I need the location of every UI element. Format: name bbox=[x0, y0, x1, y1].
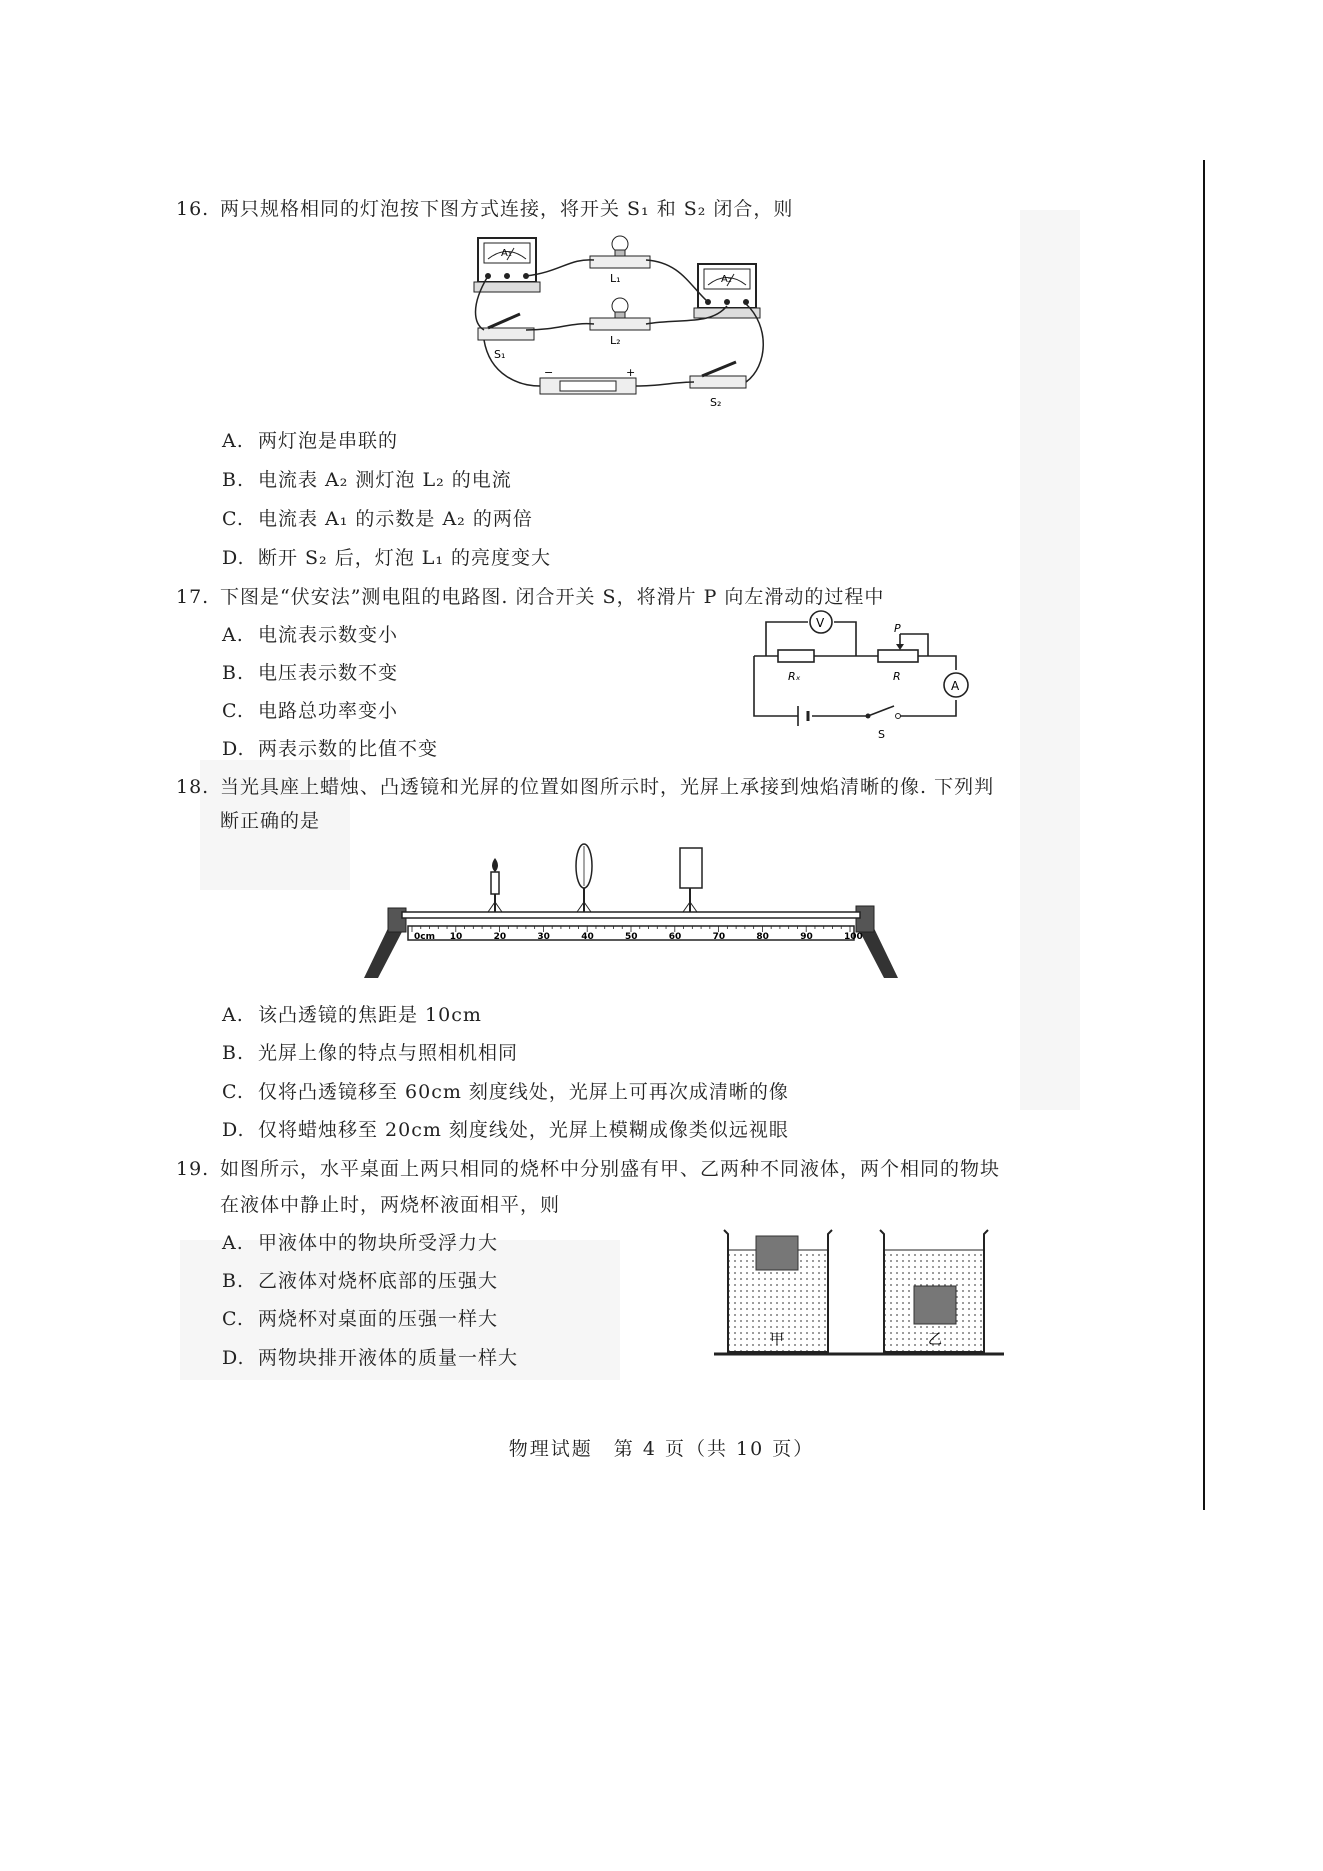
circuit-wires bbox=[754, 622, 956, 716]
battery-minus-label: − bbox=[544, 366, 554, 379]
q19-option-b[interactable] bbox=[222, 1268, 498, 1294]
bulb-l1-label: L₁ bbox=[610, 272, 621, 285]
option-label: A. bbox=[222, 624, 244, 646]
show-through-shade bbox=[1020, 210, 1080, 1110]
rheostat-r bbox=[878, 622, 928, 683]
question-19-stem-line-2 bbox=[220, 1192, 560, 1218]
bench-top-rail bbox=[402, 912, 860, 918]
q17-option-a[interactable] bbox=[222, 622, 398, 648]
bulb-l1 bbox=[590, 236, 650, 285]
q19-option-a[interactable] bbox=[222, 1230, 498, 1256]
option-label: A. bbox=[222, 1232, 244, 1254]
battery-plus-label: + bbox=[626, 366, 636, 379]
option-text: 电流表 A₁ 的示数是 A₂ 的两倍 bbox=[258, 508, 533, 530]
ammeter-a2 bbox=[694, 264, 760, 318]
q16-option-d[interactable] bbox=[222, 545, 551, 571]
block-in-yi bbox=[914, 1286, 956, 1324]
switch-s2-label: S₂ bbox=[710, 396, 722, 409]
q18-option-b[interactable] bbox=[222, 1040, 518, 1066]
ruler-label: 50 bbox=[625, 932, 638, 942]
page-footer: 物理试题 第 4 页（共 10 页） bbox=[508, 1438, 815, 1460]
bulb-l2-label: L₂ bbox=[610, 334, 621, 347]
q17-option-d[interactable] bbox=[222, 736, 438, 762]
switch-s2 bbox=[690, 362, 746, 409]
switch-s-symbol bbox=[866, 706, 901, 741]
question-text: 下图是“伏安法”测电阻的电路图. 闭合开关 S，将滑片 P 向左滑动的过程中 bbox=[220, 586, 885, 608]
option-text: 两灯泡是串联的 bbox=[258, 430, 399, 452]
option-label: B. bbox=[222, 1042, 245, 1064]
switch-s-label: S bbox=[878, 728, 885, 741]
question-18-stem-line-1 bbox=[176, 774, 994, 800]
option-text: 乙液体对烧杯底部的压强大 bbox=[258, 1270, 499, 1292]
option-text: 电流表 A₂ 测灯泡 L₂ 的电流 bbox=[258, 469, 512, 491]
option-text: 电流表示数变小 bbox=[258, 624, 399, 646]
ruler-label: 0cm bbox=[414, 932, 435, 942]
ruler-label: 70 bbox=[712, 932, 726, 942]
q16-circuit-figure bbox=[470, 226, 770, 412]
option-text: 光屏上像的特点与照相机相同 bbox=[258, 1042, 519, 1064]
q17-option-b[interactable] bbox=[222, 660, 398, 686]
option-label: C. bbox=[222, 508, 244, 530]
ruler-label: 10 bbox=[449, 932, 463, 942]
question-number: 17. bbox=[176, 586, 210, 608]
ammeter-symbol bbox=[944, 673, 968, 697]
ruler-label: 90 bbox=[800, 932, 813, 942]
slider-p-label: P bbox=[894, 622, 901, 635]
beaker-jia-label: 甲 bbox=[770, 1332, 784, 1348]
q18-option-a[interactable] bbox=[222, 1002, 482, 1028]
question-text: 两只规格相同的灯泡按下图方式连接，将开关 S₁ 和 S₂ 闭合，则 bbox=[220, 198, 794, 220]
switch-s1-label: S₁ bbox=[494, 348, 506, 361]
option-label: B. bbox=[222, 469, 245, 491]
option-label: D. bbox=[222, 738, 245, 760]
q17-option-c[interactable] bbox=[222, 698, 398, 724]
bulb-l2 bbox=[590, 298, 650, 347]
ruler-label: 30 bbox=[537, 932, 550, 942]
q18-option-d[interactable] bbox=[222, 1117, 789, 1143]
ruler-label: 100 bbox=[844, 932, 863, 942]
ruler-label: 60 bbox=[668, 932, 682, 942]
question-16-stem bbox=[176, 196, 793, 222]
q16-option-c[interactable] bbox=[222, 506, 533, 532]
q19-option-d[interactable] bbox=[222, 1345, 518, 1371]
ammeter-label: A bbox=[951, 679, 960, 693]
option-label: A. bbox=[222, 1004, 244, 1026]
option-label: C. bbox=[222, 1081, 244, 1103]
option-text: 仅将蜡烛移至 20cm 刻度线处，光屏上模糊成像类似远视眼 bbox=[258, 1119, 789, 1141]
option-text: 两烧杯对桌面的压强一样大 bbox=[258, 1308, 499, 1330]
q18-option-c[interactable] bbox=[222, 1079, 789, 1105]
option-label: B. bbox=[222, 1270, 245, 1292]
battery-symbol bbox=[798, 706, 808, 726]
ammeter-a2-label: A₂ bbox=[721, 274, 732, 285]
question-19-stem-line-1 bbox=[176, 1156, 1000, 1182]
switch-s1 bbox=[478, 314, 534, 361]
voltmeter-label: V bbox=[816, 616, 825, 630]
q18-optical-bench-figure bbox=[362, 836, 902, 986]
beaker-yi-label: 乙 bbox=[928, 1332, 942, 1348]
block-in-jia bbox=[756, 1236, 798, 1270]
beaker-yi bbox=[880, 1230, 988, 1352]
question-number: 18. bbox=[176, 776, 210, 798]
ammeter-a1-label: A₁ bbox=[501, 248, 512, 259]
option-label: D. bbox=[222, 1347, 245, 1369]
option-label: C. bbox=[222, 1308, 244, 1330]
option-text: 电路总功率变小 bbox=[258, 700, 399, 722]
q16-option-a[interactable] bbox=[222, 428, 398, 454]
resistor-rx bbox=[778, 650, 814, 683]
ruler-label: 40 bbox=[581, 932, 594, 942]
question-number: 16. bbox=[176, 198, 210, 220]
question-number: 19. bbox=[176, 1158, 210, 1180]
light-screen bbox=[680, 848, 702, 912]
question-text: 在液体中静止时，两烧杯液面相平，则 bbox=[220, 1194, 561, 1216]
question-text: 如图所示，水平桌面上两只相同的烧杯中分别盛有甲、乙两种不同液体，两个相同的物块 bbox=[220, 1158, 1001, 1180]
convex-lens bbox=[576, 844, 592, 912]
binding-line bbox=[1203, 160, 1205, 1510]
option-text: 电压表示数不变 bbox=[258, 662, 399, 684]
option-label: D. bbox=[222, 547, 245, 569]
question-17-stem bbox=[176, 584, 884, 610]
voltmeter-symbol bbox=[810, 611, 832, 633]
option-label: C. bbox=[222, 700, 244, 722]
option-label: A. bbox=[222, 430, 244, 452]
q19-beakers-figure bbox=[714, 1222, 1004, 1362]
resistor-rx-label: Rₓ bbox=[788, 670, 801, 683]
option-label: D. bbox=[222, 1119, 245, 1141]
bench-right-end bbox=[856, 906, 874, 932]
ruler-label: 80 bbox=[756, 932, 769, 942]
q17-circuit-diagram bbox=[748, 610, 984, 746]
option-text: 甲液体中的物块所受浮力大 bbox=[258, 1232, 499, 1254]
question-text: 断正确的是 bbox=[220, 810, 321, 832]
option-text: 该凸透镜的焦距是 10cm bbox=[258, 1004, 482, 1026]
option-text: 两表示数的比值不变 bbox=[258, 738, 439, 760]
q16-option-b[interactable] bbox=[222, 467, 512, 493]
ruler-label: 20 bbox=[493, 932, 507, 942]
option-text: 两物块排开液体的质量一样大 bbox=[258, 1347, 519, 1369]
option-label: B. bbox=[222, 662, 245, 684]
rheostat-r-label: R bbox=[893, 670, 901, 683]
option-text: 断开 S₂ 后，灯泡 L₁ 的亮度变大 bbox=[258, 547, 552, 569]
beaker-jia bbox=[724, 1230, 832, 1352]
question-18-stem-line-2 bbox=[220, 808, 320, 834]
q19-option-c[interactable] bbox=[222, 1306, 498, 1332]
option-text: 仅将凸透镜移至 60cm 刻度线处，光屏上可再次成清晰的像 bbox=[258, 1081, 789, 1103]
candle bbox=[488, 858, 502, 912]
battery-box bbox=[540, 366, 636, 394]
question-text: 当光具座上蜡烛、凸透镜和光屏的位置如图所示时，光屏上承接到烛焰清晰的像. 下列判 bbox=[220, 776, 995, 798]
